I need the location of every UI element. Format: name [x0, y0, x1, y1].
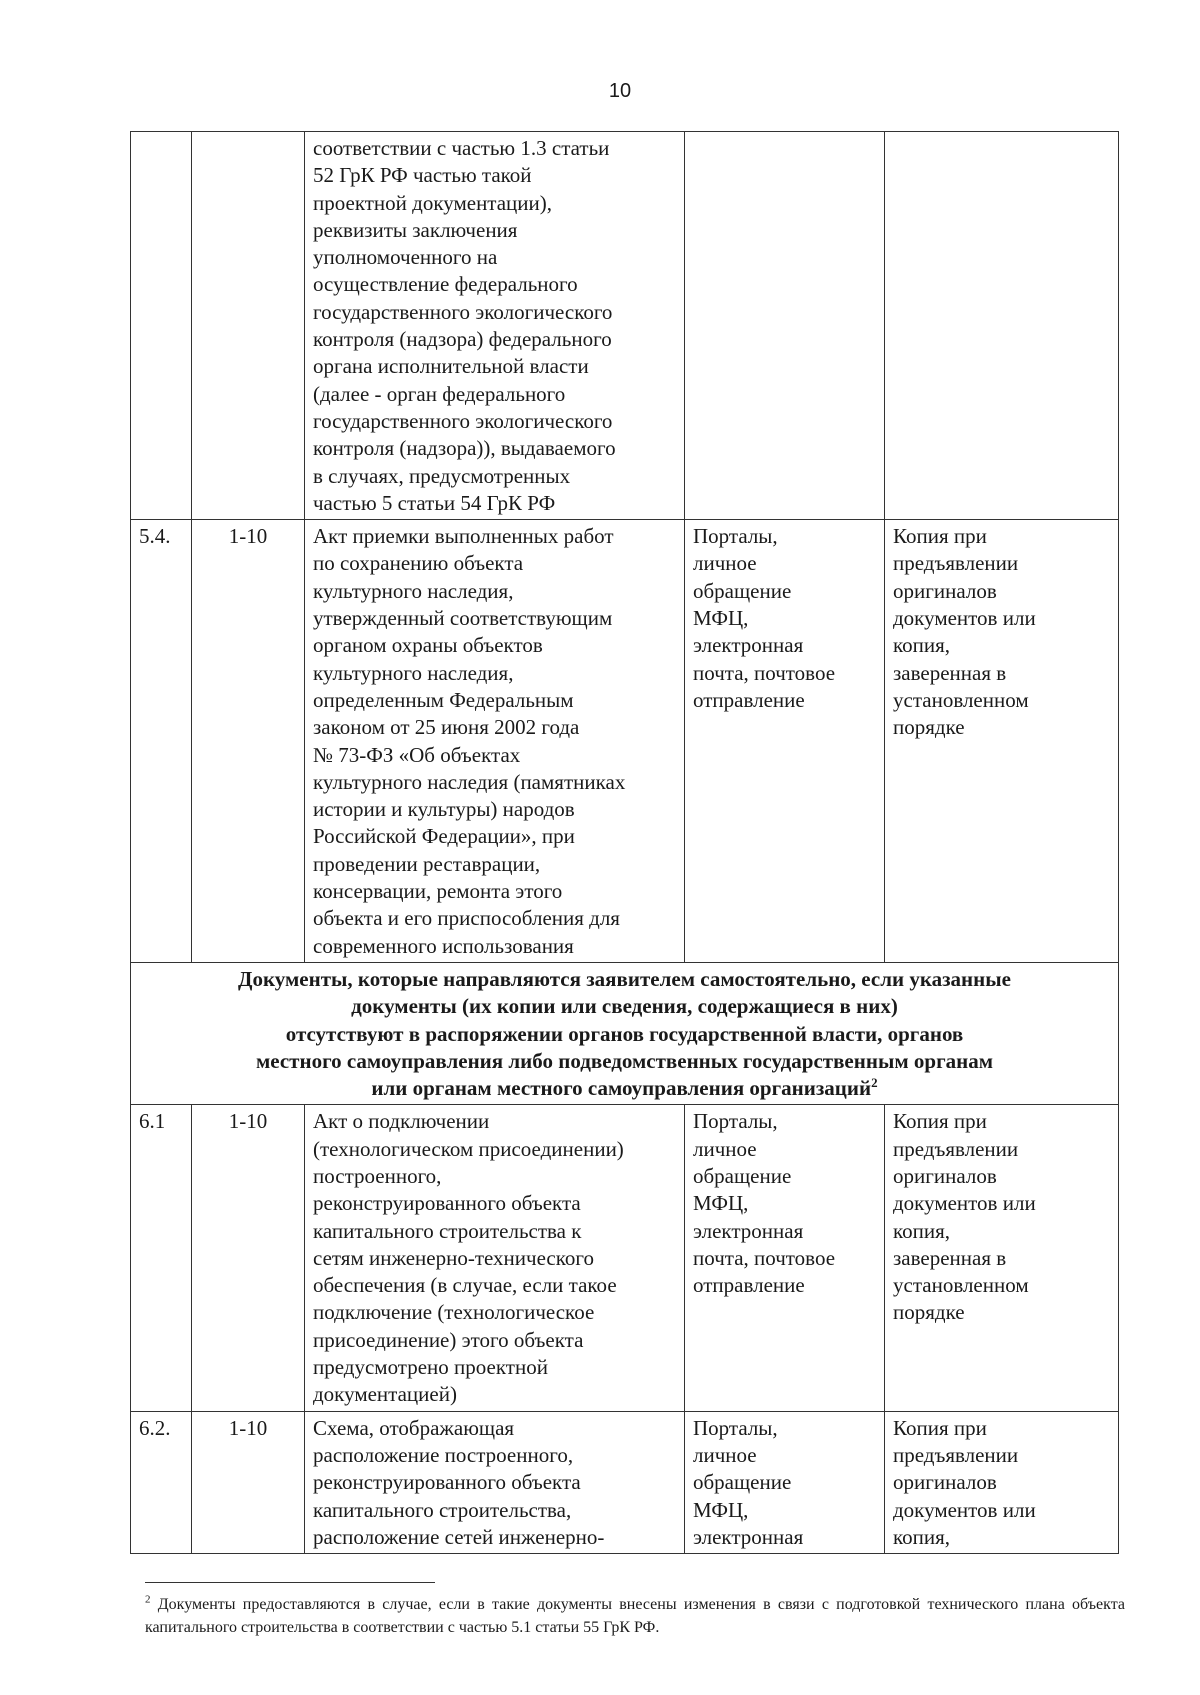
row-number: 6.1 [131, 1105, 192, 1411]
table-row [131, 1411, 1119, 1553]
form-cell [885, 132, 1119, 520]
description-cell: соответствии с частью 1.3 статьи 52 ГрК РФ частью такой проектной документации), реквизиты заключения уполномоченного на осуществление федерального государственного экологического контроля (надзора) федерального органа исполнительной власти (далее - орган федерального государственного экологического контроля (надзора)), выдаваемого в случаях, предусмотренных частью 5 статьи 54 ГрК РФ [305, 132, 685, 520]
description-cell: Акт приемки выполненных работ по сохранению объекта культурного наследия, утвержденный соответствующим органом охраны объектов культурного наследия, определенным Федеральным законом от 25 июня 2002 года № 73-ФЗ «Об объектах культурного наследия (памятниках истории и культуры) народов Российской Федерации», при проведении реставрации, консервации, ремонта этого объекта и его приспособления для современного использования [305, 520, 685, 963]
footnote-text: Документы предоставляются в случае, если в такие документы внесены изменения в связи с подготовкой технического плана объекта капитального строительства в соответствии с частью 5.1 статьи 55 ГрК РФ. [145, 1596, 1126, 1636]
footnote-divider [145, 1582, 435, 1583]
form-cell: Копия при предъявлении оригиналов документов или копия, заверенная в установленном порядке [885, 1105, 1119, 1411]
channels-cell: Порталы, личное обращение МФЦ, электронная почта, почтовое отправление [685, 1105, 885, 1411]
channels-cell [685, 132, 885, 520]
description-cell: Акт о подключении (технологическом присоединении) построенного, реконструированного объекта капитального строительства к сетям инженерно-технического обеспечения (в случае, если такое подключение (технологическое присоединение) этого объекта предусмотрено проектной документацией) [305, 1105, 685, 1411]
channels-cell: Порталы, личное обращение МФЦ, электронная почта, почтовое отправление [685, 520, 885, 963]
row-number: 5.4. [131, 520, 192, 963]
table-row [131, 1105, 1119, 1411]
page-number: 10 [608, 80, 632, 102]
channels-cell: Порталы, личное обращение МФЦ, электронная [685, 1411, 885, 1553]
table-row [131, 520, 1119, 963]
footnote-ref: 2 [871, 1075, 878, 1091]
row-count: 1-10 [192, 1105, 305, 1411]
footnote-marker: 2 [145, 1593, 151, 1606]
documents-table [130, 131, 1119, 1554]
row-count: 1-10 [192, 1411, 305, 1553]
number-cell [131, 132, 192, 520]
section-heading: Документы, которые направляются заявителем самостоятельно, если указанные документы (их копии или сведения, содержащиеся в них) отсутствуют в распоряжении органов государственной власти, органов местного самоуправления либо подведомственных государственным органам или органам местного самоуправления организаций$^2$ [131, 962, 1119, 1104]
row-count: 1-10 [192, 520, 305, 963]
row-number: 6.2. [131, 1411, 192, 1553]
form-cell: Копия при предъявлении оригиналов документов или копия, [885, 1411, 1119, 1553]
section-heading-row [131, 962, 1119, 1104]
description-cell: Схема, отображающая расположение построенного, реконструированного объекта капитального строительства, расположение сетей инженерно- [305, 1411, 685, 1553]
count-cell [192, 132, 305, 520]
form-cell: Копия при предъявлении оригиналов документов или копия, заверенная в установленном порядке [885, 520, 1119, 963]
footnote [145, 1593, 1125, 1639]
table-row [131, 132, 1119, 520]
